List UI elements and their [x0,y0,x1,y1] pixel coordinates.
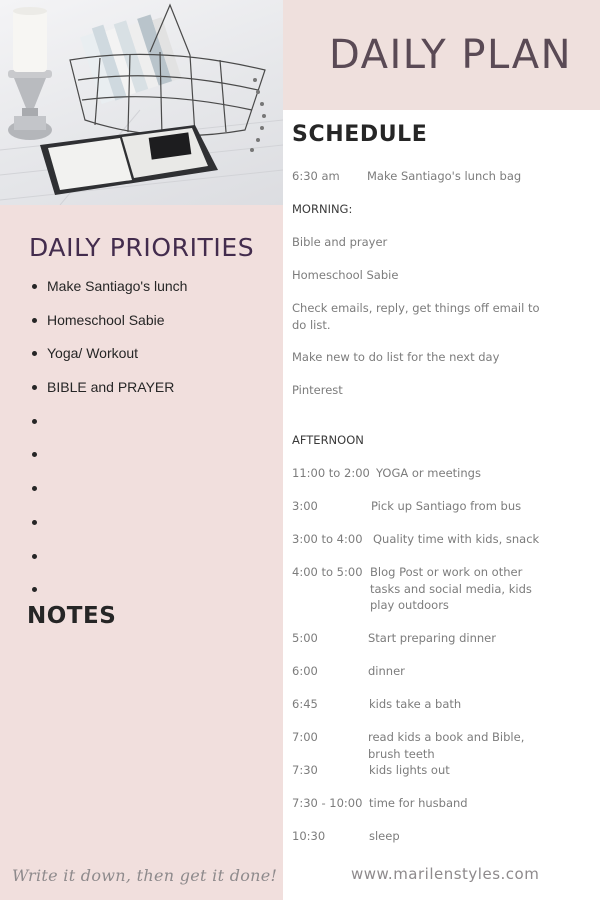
left-column [0,205,283,900]
priority-item: Make Santiago's lunch [30,275,187,309]
schedule-row [292,382,554,399]
schedule-time: 7:30 - 10:00 [292,796,363,810]
schedule-desc: time for husband [369,796,468,810]
schedule-row [292,564,554,614]
schedule-time: 6:30 am [292,169,340,183]
website-link[interactable]: www.marilenstyles.com [351,865,540,883]
priorities-list [30,275,187,612]
header-photo [0,0,283,205]
schedule-desc: sleep [369,829,400,843]
schedule-desc: Bible and prayer [292,235,388,249]
schedule-row [292,465,554,482]
schedule-time: 4:00 to 5:00 [292,565,363,579]
schedule-row [292,234,554,251]
schedule-time: 6:00 [292,664,318,678]
schedule-desc: kids take a bath [369,697,462,711]
schedule-row [292,630,554,647]
priority-item: Yoga/ Workout [30,342,187,376]
schedule-time: 5:00 [292,631,318,645]
schedule-time: 11:00 to 2:00 [292,466,370,480]
schedule-title: SCHEDULE [292,122,428,147]
schedule-row [292,663,554,680]
notes-title: NOTES [27,603,117,629]
schedule-row [292,267,554,284]
schedule-desc: read kids a book and Bible, brush teeth [368,730,525,761]
priority-item [30,477,187,511]
schedule-row [292,201,554,218]
schedule-time: 7:00 [292,730,318,744]
priority-item: Homeschool Sabie [30,309,187,343]
schedule-row [292,729,554,762]
tagline: Write it down, then get it done! [12,866,278,885]
schedule-desc: Quality time with kids, snack [373,532,540,546]
page-title: DAILY PLAN [329,32,572,78]
schedule-row [292,349,554,366]
schedule-time: 10:30 [292,829,326,843]
schedule-desc: Make Santiago's lunch bag [367,169,522,183]
priority-item [30,410,187,444]
schedule-desc: kids lights out [369,763,450,777]
schedule-row [292,498,554,515]
schedule-time: 3:00 to 4:00 [292,532,363,546]
schedule-time: 7:30 [292,763,318,777]
schedule-time: 3:00 [292,499,318,513]
schedule-desc: Pinterest [292,383,343,397]
schedule-time: 6:45 [292,697,318,711]
schedule-section-label: MORNING: [292,202,353,216]
priority-item: BIBLE and PRAYER [30,376,187,410]
schedule-desc: Homeschool Sabie [292,268,399,282]
schedule-row [292,432,554,449]
schedule-desc: Make new to do list for the next day [292,350,500,364]
schedule-desc: Blog Post or work on other tasks and social media, kids play outdoors [370,565,532,612]
priorities-title: DAILY PRIORITIES [29,233,255,262]
priority-item [30,511,187,545]
schedule-row [292,300,554,333]
schedule-desc: YOGA or meetings [376,466,481,480]
schedule-row [292,531,554,548]
priority-item [30,545,187,579]
schedule-row [292,696,554,713]
priority-item [30,443,187,477]
schedule-desc: Check emails, reply, get things off email to do list. [292,301,540,332]
candle-basket-books-photo [0,0,283,205]
schedule-row [292,762,554,779]
schedule-desc: Pick up Santiago from bus [371,499,522,513]
schedule-section-label: AFTERNOON [292,433,364,447]
schedule-row [292,828,554,845]
schedule-row [292,168,554,185]
header-banner [283,0,600,110]
schedule-desc: Start preparing dinner [368,631,496,645]
schedule-row [292,795,554,812]
schedule-desc: dinner [368,664,405,678]
